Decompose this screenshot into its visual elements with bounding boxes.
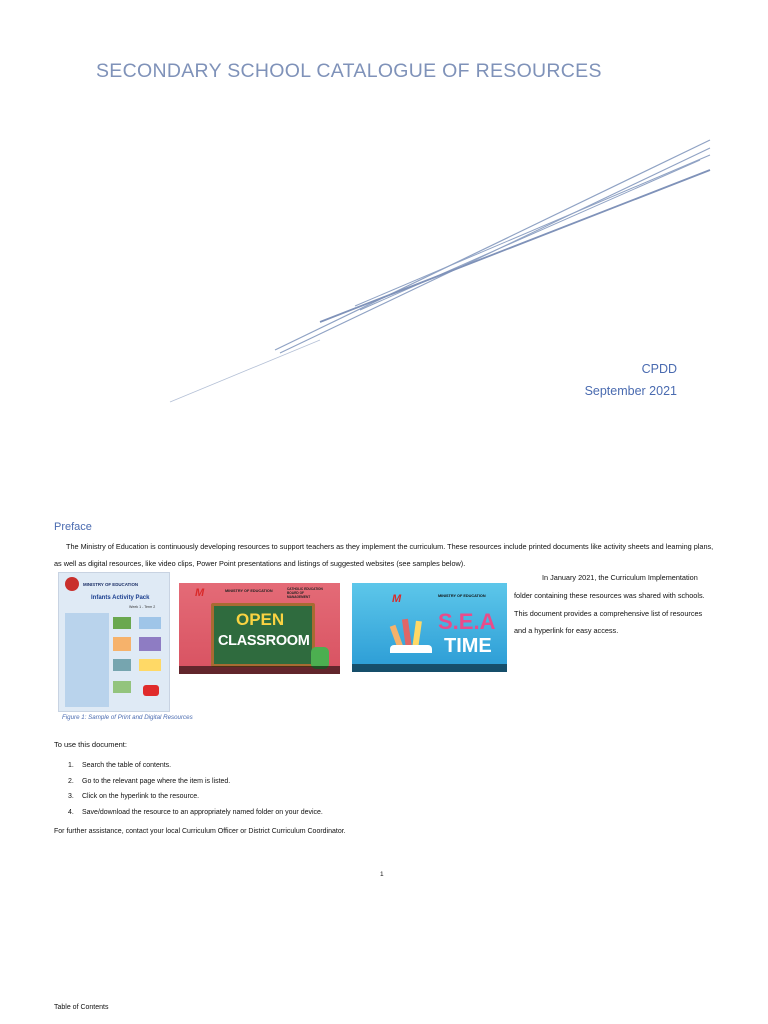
instructions-list: [54, 762, 323, 824]
list-item: [54, 778, 323, 794]
list-item-text: Search the table of contents.: [82, 762, 172, 769]
figure-caption: Figure 1: Sample of Print and Digital Resources: [62, 714, 193, 721]
sea-time-line1: S.E.A: [438, 609, 496, 634]
open-classroom-line1: OPEN: [236, 610, 285, 629]
page-number: 1: [380, 871, 384, 878]
ministry-logo-icon: M: [392, 593, 402, 605]
list-item-text: Go to the relevant page where the item is listed.: [82, 777, 231, 785]
print-sample-thumbnail: [113, 617, 131, 629]
preface-side-text: In January 2021, the Curriculum Implementation folder containing these resources was shared with schools. This document provides a comprehensive list of resources and a hyperlink for easy access.: [514, 573, 705, 636]
list-item: [54, 762, 323, 778]
figure-sea-time-video[interactable]: [352, 583, 507, 672]
cover-decorative-lines: [0, 0, 768, 420]
chalkboard: [211, 603, 315, 667]
print-sample-thumbnail: [139, 659, 161, 671]
sea-time-ministry: MINISTRY OF EDUCATION: [438, 594, 486, 598]
print-sample-ministry: MINISTRY OF EDUCATION: [83, 582, 139, 587]
print-sample-title: Infants Activity Pack: [91, 595, 150, 601]
ministry-crest-icon: [65, 577, 79, 591]
cover-title: SECONDARY SCHOOL CATALOGUE OF RESOURCES: [96, 60, 602, 82]
list-item: [54, 793, 323, 809]
instructions-heading: To use this document:: [54, 740, 127, 749]
youtube-icon: [143, 685, 159, 696]
print-sample-tag: Week 1 - Term 2: [129, 605, 156, 609]
cover-organization: CPDD: [641, 362, 677, 376]
books-illustration: [390, 615, 434, 655]
open-classroom-ministry: MINISTRY OF EDUCATION: [225, 589, 273, 593]
list-item-number: 2.: [68, 777, 74, 785]
list-item-number: 1.: [68, 762, 74, 769]
preface-paragraph: The Ministry of Education is continuously developing resources to support teachers as they implement the curriculum. These resources include printed documents like activity sheets and learning plans, as well as digital resources, like video clips, Power Point presentations and listings of suggested websites (see samples below).: [54, 542, 714, 568]
print-sample-thumbnail: [139, 637, 161, 651]
open-classroom-line2: CLASSROOM: [218, 633, 310, 649]
assistance-note: For further assistance, contact your local Curriculum Officer or District Curriculum Coordinator.: [54, 828, 346, 835]
print-sample-thumbnail: [113, 637, 131, 651]
open-classroom-board: CATHOLIC EDUCATION BOARD OF MANAGEMENT: [287, 587, 323, 599]
print-sample-thumbnail: [139, 617, 161, 629]
list-item-number: 3.: [68, 793, 74, 801]
ministry-logo-icon: M: [195, 587, 205, 599]
print-sample-thumbnail: [113, 681, 131, 693]
list-item-text: Save/download the resource to an appropriately named folder on your device.: [82, 808, 323, 816]
video-progress-bar[interactable]: [179, 666, 340, 674]
list-item: [54, 809, 323, 825]
cover-date: September 2021: [584, 384, 677, 398]
print-sample-thumbnail: [113, 659, 131, 671]
figure-open-classroom-video[interactable]: [179, 583, 340, 674]
figure-print-sample: [58, 572, 170, 712]
table-of-contents-heading: Table of Contents: [54, 1004, 109, 1011]
print-sample-text-column: [65, 613, 109, 707]
list-item-text: Click on the hyperlink to the resource.: [82, 793, 200, 801]
list-item-number: 4.: [68, 808, 74, 816]
preface-heading: Preface: [54, 521, 92, 533]
video-progress-bar[interactable]: [352, 664, 507, 672]
sea-time-line2: TIME: [444, 635, 492, 657]
